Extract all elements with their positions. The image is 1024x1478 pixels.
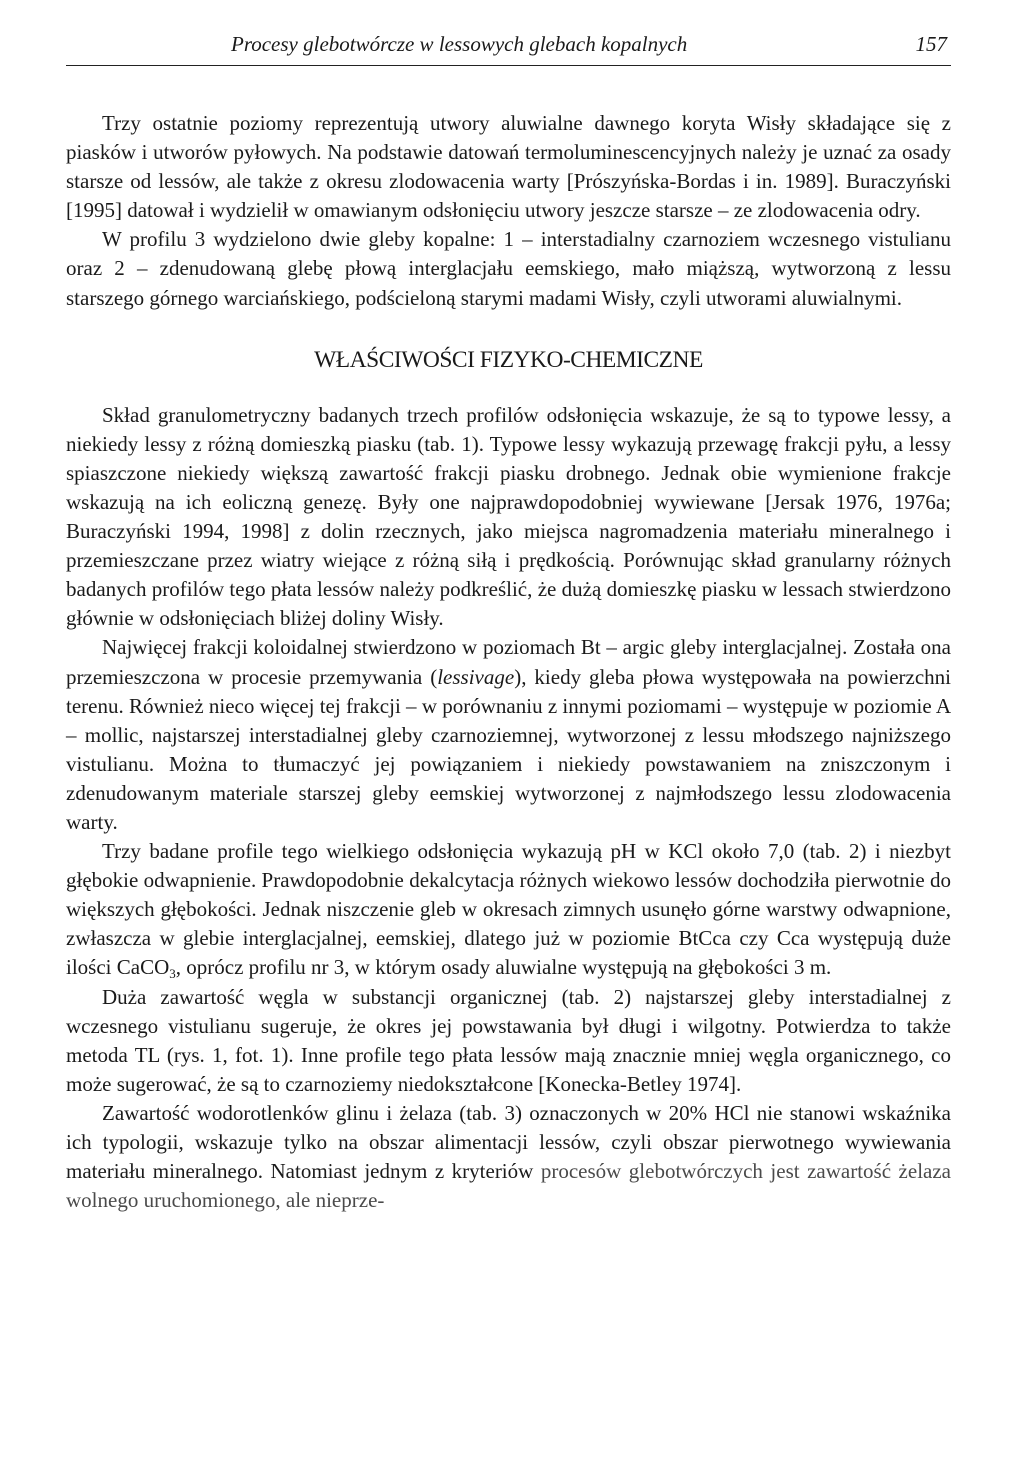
- paragraph: W profilu 3 wydzielono dwie gleby kopalne: 1 – interstadialny czarnoziem wczesnego vistulianu oraz 2 – zdenudowaną glebę płową interglacjału eemskiego, mało miąższą, wytworzoną z lessu starszego górnego warciańskiego, podścieloną starymi madami Wisły, czyli utworami aluwialnymi.: [66, 227, 951, 310]
- body-text: [66, 109, 951, 1215]
- paragraph: Skład granulometryczny badanych trzech profilów odsłonięcia wskazuje, że są to typowe lessy, a niekiedy lessy z różną domieszką piasku (tab. 1). Typowe lessy wykazują przewagę frakcji pyłu, a lessy spiaszczone niekiedy większą zawartość frakcji piasku drobnego. Jednak obie wymienione frakcje wskazują na ich eoliczną genezę. Były one najprawdopodobniej wywiewane [Jersak 1976, 1976a; Buraczyński 1994, 1998] z dolin rzecznych, jako miejsca nagromadzenia materiału mineralnego i przemieszczane przez wiatry wiejące z różną siłą i prędkością. Porównując skład granularny różnych badanych profilów tego płata lessów należy podkreślić, że dużą domieszkę piasku w lessach stwierdzono głównie w odsłonięciach bliżej doliny Wisły.: [66, 402, 951, 631]
- paragraph-text: ), kiedy gleba płowa występowała na powierzchni terenu. Również nieco więcej tej frakcji – w porównaniu z innymi poziomami – występuje w poziomie A – mollic, najstarszej interstadialnej gleby czarnoziemnej, wytworzonej z lessu młodszego najniższego vistulianu. Można to tłumaczyć jej powiązaniem i niekiedy powstawaniem na zniszczonym i zdenudowanym materiale starszej gleby eemskiej wytworzonej z najmłodszego lessu zlodowacenia warty.: [66, 664, 951, 834]
- paragraph-text: , oprócz profilu nr 3, w którym osady aluwialne występują na głębokości 3 m.: [175, 955, 832, 980]
- running-header-title: Procesy glebotwórcze w lessowych glebach kopalnych: [231, 32, 688, 56]
- subscript: 3: [169, 966, 176, 982]
- header-rule: [66, 65, 951, 66]
- paragraph: [66, 633, 951, 837]
- paragraph: Trzy ostatnie poziomy reprezentują utwory aluwialne dawnego koryta Wisły składające się z piasków i utworów pyłowych. Na podstawie datowań termoluminescencyjnych należy je uznać za osady starsze od lessów, ale także z okresu zlodowacenia warty [Prószyńska-Bordas i in. 1989]. Buraczyński [1995] datował i wydzielił w omawianym odsłonięciu utwory jeszcze starsze – ze zlodowacenia odry.: [66, 111, 951, 223]
- paragraph-text: Najwięcej frakcji koloidalnej stwierdzono w poziomach Bt – argic gleby interglacjalnej. Została ona przemieszczona w procesie przemywania (: [66, 635, 951, 689]
- paragraph: [66, 837, 951, 982]
- paragraph-text: procesów glebotwórczych jest zawartość żelaza wolnego uruchomionego, ale nieprze-: [66, 1159, 951, 1213]
- paragraph: [66, 1099, 951, 1215]
- italic-term: lessivage: [437, 664, 515, 689]
- paragraph: Duża zawartość węgla w substancji organicznej (tab. 2) najstarszej gleby interstadialnej z wczesnego vistulianu sugeruje, że okres jej powstawania był długi i wilgotny. Potwierdza to także metoda TL (rys. 1, fot. 1). Inne profile tego płata lessów mają znacznie mniej węgla organicznego, co może sugerować, że są to czarnoziemy niedokształcone [Konecka-Betley 1974].: [66, 984, 951, 1096]
- document-page: [66, 0, 954, 1478]
- paragraph-text: Zawartość wodorotlenków glinu i żelaza (tab. 3) oznaczonych w 20% HCl nie stanowi wskaźnika ich typologii, wskazuje tylko na obszar alimentacji lessów, czyli obszar pierwotnego wywiewania materiału mineralnego. Natomiast jednym z kryteriów: [66, 1100, 951, 1184]
- section-heading: WŁAŚCIWOŚCI FIZYKO-CHEMICZNE: [314, 346, 703, 373]
- page-number: 157: [915, 32, 947, 56]
- paragraph-text: Trzy badane profile tego wielkiego odsłonięcia wykazują pH w KCl około 7,0 (tab. 2) i niezbyt głębokie odwapnienie. Prawdopodobnie dekalcytacja różnych wiekowo lessów dochodziła pierwotnie do większych głębokości. Jednak niszczenie gleb w okresach zimnych usunęło górne warstwy odwapnione, zwłaszcza w glebie interglacjalnej, eemskiej, dlatego już w poziomie BtCca czy Cca występują duże ilości CaCO: [66, 839, 951, 980]
